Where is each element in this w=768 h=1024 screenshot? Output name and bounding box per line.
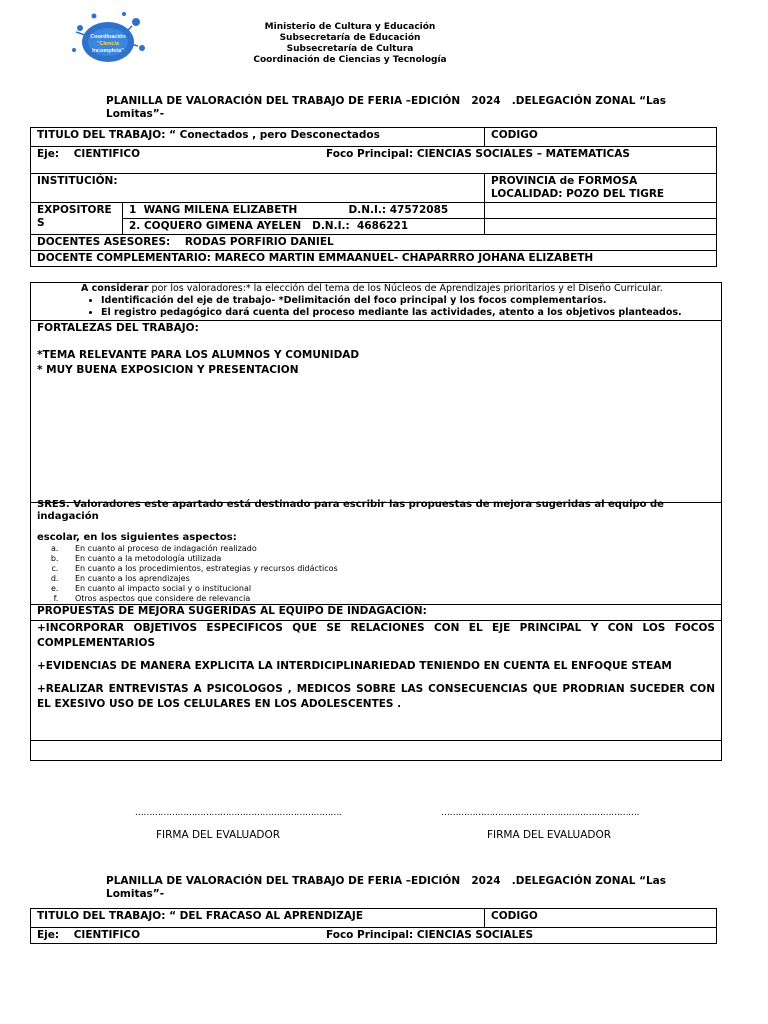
expositor-1-extra xyxy=(485,203,717,219)
foco-label: Foco Principal: CIENCIAS SOCIALES – MATEMATICAS xyxy=(326,148,630,160)
aspect-item: b. En cuanto a la metodología utilizada xyxy=(61,554,721,564)
eje-label: Eje: CIENTIFICO xyxy=(37,148,141,160)
propuesta-item: +EVIDENCIAS DE MANERA EXPLICITA LA INTERDICIPLINARIEDAD TENIENDO EN CUENTA EL ENFOQUE STEAM xyxy=(37,660,672,672)
titulo-cell-2: TITULO DEL TRABAJO: “ DEL FRACASO AL APRENDIZAJE xyxy=(31,909,485,928)
codigo-cell: CODIGO xyxy=(485,128,717,147)
logo-text-2: "Ciencia xyxy=(96,41,120,47)
propuestas-box xyxy=(30,620,722,741)
planilla-year: 2024 xyxy=(471,95,501,107)
planilla-lomitas: Lomitas”- xyxy=(106,888,165,900)
signature-label-left: FIRMA DEL EVALUADOR xyxy=(155,829,281,841)
fortalezas-box xyxy=(30,320,722,503)
consider-bullet: • El registro pedagógico dará cuenta del proceso mediante las actividades, atento a los objetivos planteados. xyxy=(101,307,721,319)
sres-box xyxy=(30,499,722,605)
planilla-title-1 xyxy=(106,95,666,121)
aspect-item: a. En cuanto al proceso de indagación realizado xyxy=(61,544,721,554)
expositores-label-1: EXPOSITORE xyxy=(37,204,112,216)
header-line-coordinacion: Coordinación de Ciencias y Tecnología xyxy=(253,55,447,65)
consider-box xyxy=(30,282,722,321)
planilla-title-text: PLANILLA DE VALORACIÓN DEL TRABAJO DE FERIA –EDICIÓN xyxy=(106,95,461,107)
signature-line-right: ……………………………………………………………. xyxy=(441,808,639,818)
aspect-item: d. En cuanto a los aprendizajes xyxy=(61,574,721,584)
expositor-2-extra xyxy=(485,219,717,235)
ministry-header xyxy=(230,22,470,66)
fortaleza-item: *TEMA RELEVANTE PARA LOS ALUMNOS Y COMUNIDAD xyxy=(37,349,360,361)
expositor-1-cell: 1 WANG MILENA ELIZABETH D.N.I.: 47572085 xyxy=(123,203,485,219)
consider-bullet: • Identificación del eje de trabajo- *Delimitación del foco principal y los focos complementarios. xyxy=(101,295,721,307)
localidad-label: LOCALIDAD: POZO DEL TIGRE xyxy=(491,188,665,200)
coordinacion-logo xyxy=(64,8,156,70)
eje-foco-cell xyxy=(31,147,717,174)
institucion-cell: INSTITUCIÓN: xyxy=(31,174,485,203)
planilla-delegacion: .DELEGACIÓN ZONAL “Las xyxy=(511,95,666,107)
logo-text-3: Incompleta" xyxy=(92,48,124,54)
provincia-label: PROVINCIA de FORMOSA xyxy=(491,175,638,187)
codigo-cell-2: CODIGO xyxy=(485,909,717,928)
expositores-label-cell xyxy=(31,203,123,235)
propuestas-title: PROPUESTAS DE MEJORA SUGERIDAS AL EQUIPO DE INDAGACIÓN: xyxy=(37,605,427,617)
aspect-item: e. En cuanto al impacto social y o institucional xyxy=(61,584,721,594)
fortaleza-item: * MUY BUENA EXPOSICION Y PRESENTACION xyxy=(37,364,299,376)
consider-intro: por los valoradores:* la elección del tema de los Núcleos de Aprendizajes prioritarios y el Diseño Curricular. xyxy=(148,283,663,294)
sres-line-2: escolar, en los siguientes aspectos: xyxy=(37,532,237,543)
docentes-cell: DOCENTES ASESORES: RODAS PORFIRIO DANIEL xyxy=(31,235,717,251)
signature-label-right: FIRMA DEL EVALUADOR xyxy=(486,829,612,841)
planilla-delegacion: .DELEGACIÓN ZONAL “Las xyxy=(511,875,666,887)
consider-list xyxy=(81,295,721,319)
consider-text xyxy=(31,283,721,319)
eje-label-2: Eje: CIENTIFICO xyxy=(37,929,141,941)
header-line-educacion: Subsecretaría de Educación xyxy=(279,33,421,43)
project-form-1 xyxy=(30,127,717,267)
planilla-year: 2024 xyxy=(471,875,501,887)
expositores-label-2: S xyxy=(37,217,45,229)
propuestas-title-box xyxy=(30,604,722,621)
eje-foco-cell-2 xyxy=(31,928,717,944)
planilla-lomitas: Lomitas”- xyxy=(106,108,165,120)
fortalezas-title: FORTALEZAS DEL TRABAJO: xyxy=(37,322,199,334)
header-line-cultura: Subsecretaría de Cultura xyxy=(286,44,414,54)
aspect-item: c. En cuanto a los procedimientos, estrategias y recursos didácticos xyxy=(61,564,721,574)
expositor-2-cell: 2. COQUERO GIMENA AYELEN D.N.I.: 4686221 xyxy=(123,219,485,235)
titulo-cell: TITULO DEL TRABAJO: “ Conectados , pero Desconectados xyxy=(31,128,485,147)
aspect-item: f. Otros aspectos que considere de relevancia xyxy=(61,594,721,604)
consider-lead: A considerar xyxy=(81,283,149,294)
signature-line-left: ………………………………………………………………. xyxy=(134,808,342,818)
propuesta-item: +INCORPORAR OBJETIVOS ESPECIFICOS QUE SE RELACIONES CON EL EJE PRINCIPAL Y CON LOS FOCOS COMPLEMENTARIOS xyxy=(37,622,715,649)
docente-complementario-cell: DOCENTE COMPLEMENTARIO: MARECO MARTIN EMMAANUEL- CHAPARRRO JOHANA ELIZABETH xyxy=(31,251,717,267)
planilla-title-2 xyxy=(106,875,666,901)
logo-text-1: Coordinación xyxy=(90,34,126,40)
foco-label-2: Foco Principal: CIENCIAS SOCIALES xyxy=(326,929,534,941)
planilla-title-text: PLANILLA DE VALORACIÓN DEL TRABAJO DE FERIA –EDICIÓN xyxy=(106,875,461,887)
project-form-2 xyxy=(30,908,717,944)
provincia-cell xyxy=(485,174,717,203)
header-line-ministerio: Ministerio de Cultura y Educación xyxy=(264,22,436,32)
sres-line-1: SRES. Valoradores este apartado está destinado para escribir las propuestas de mejora sugeridas al equipo de indagación xyxy=(37,499,664,522)
empty-row-box xyxy=(30,740,722,761)
aspects-list xyxy=(31,544,721,604)
propuesta-item: +REALIZAR ENTREVISTAS A PSICOLOGOS , MEDICOS SOBRE LAS CONSECUENCIAS QUE PRODRIAN SUCEDER CON EL EXESIVO USO DE LOS CELULARES EN LOS ADOLESCENTES . xyxy=(37,683,715,710)
